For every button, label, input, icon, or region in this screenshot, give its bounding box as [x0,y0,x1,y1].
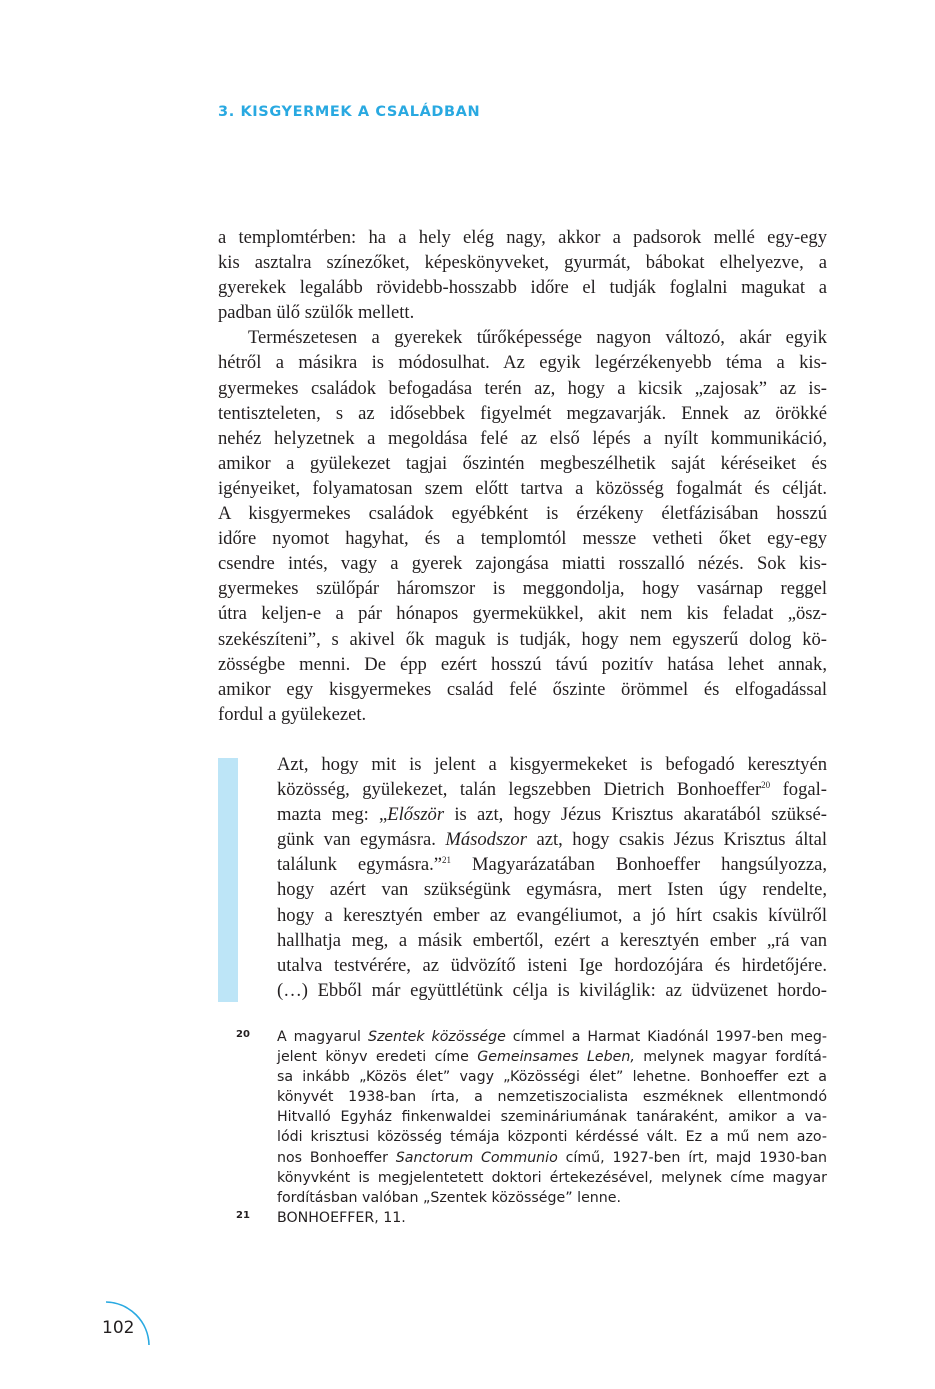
quote-line: közösség, gyülekezet, talán legszebben Dietrich Bonhoeffer$^{20}$ fogal- [277,779,827,801]
chapter-header: 3. KISGYERMEK A CSALÁDBAN [218,104,481,120]
quote-line: utalva testvérére, az üdvözítő isteni Ige hordozójára és hirdetőjére. [277,954,827,976]
text-line: fordul a gyülekezet. [218,703,367,725]
footnote-line: fordításban valóban „Szentek közössége” lenne. [277,1189,622,1206]
text-line: tentiszteleten, s az idősebbek figyelmét megzavarják. Ennek az örökké [218,402,827,424]
text-line: gyermekes családok befogadása terén az, hogy a kicsik „zajosak” az is- [218,377,827,399]
footnote-20 [236,1027,827,1208]
footnotes [236,1027,827,1228]
quote-line: (…) Ebből már együttlétünk célja is kiviláglik: az üdvüzenet hordo- [277,979,827,1001]
quote-accent-bar [218,758,238,1002]
block-quote [277,752,827,1003]
footnote-line: nos Bonhoeffer Sanctorum Communio című, 1927-ben írt, majd 1930-ban [277,1149,828,1166]
page-number: 102 [102,1318,135,1338]
emphasis: Másodszor [445,829,527,851]
footnote-ref-20[interactable]: 20 [761,780,771,791]
text-line: padban ülő szülők mellett. [218,302,415,324]
text-line: zösségbe menni. De épp ezért hosszú távú pozitív hatása lehet annak, [218,653,827,675]
text-line: nehéz helyzetnek a megoldása felé az első lépés a nyílt kommunikáció, [218,427,827,449]
quote-line: találunk egymásra.”$^{21}$ Magyarázatában Bonhoeffer hangsúlyozza, [277,854,827,876]
text-line: A kisgyermekes családok egyébként is érzékeny életfázisában hosszú [218,503,827,525]
quote-line: günk van egymásra. Másodszor azt, hogy csakis Jézus Krisztus által [277,829,827,851]
text-line: gyermekes szülőpár háromszor is meggondolja, hogy vasárnap reggel [218,578,827,600]
text-line: időre nyomot hagyhat, és a templomtól messze vetheti őket egy-egy [218,528,827,550]
body-paragraphs [218,225,827,727]
quote-line: Azt, hogy mit is jelent a kisgyermekeket is befogadó keresztyén [277,754,827,775]
footnote-line: sa inkább „Közös élet” vagy „Közösségi élet” lehetne. Bonhoeffer ezt a [277,1069,827,1086]
quote-line: hogy azért van szükségünk egymásra, mert Isten úgy rendelte, [277,879,827,901]
quote-line: mazta meg: „Először is azt, hogy Jézus Krisztus akaratából szüksé- [277,804,827,826]
footnote-line: könyvét 1938-ban írta, a nemzetiszocialista eszméknek ellentmondó [277,1089,827,1106]
quote-line: hallhatja meg, a másik embertől, ezért a keresztyén ember „rá van [277,929,827,951]
footnote-line: jelent könyv eredeti címe Gemeinsames Leben, melynek magyar fordítá- [277,1049,827,1066]
footnote-number: 20 [236,1029,250,1040]
text-line: amikor a gyülekezet tagjai őszintén megbeszélhetik saját kéréseiket és [218,452,827,474]
footnote-line: könyvként is megjelentetett doktori értekezésével, melynek címe magyar [277,1169,827,1186]
emphasis: Először [387,804,445,826]
text-line: csendre intés, vagy a gyerek zajongása miatti rosszalló nézés. Sok kis- [218,553,827,575]
text-line: a templomtérben: ha a hely elég nagy, akkor a padsorok mellé egy-egy [218,227,827,248]
footnote-line: A magyarul Szentek közössége címmel a Harmat Kiadónál 1997-ben meg- [277,1029,827,1045]
text-line: szekészíteni”, s akivel ők maguk is tudják, hogy nem egyszerű dolog kö- [218,628,827,650]
text-line: kis asztalra színezőket, képeskönyveket, gyurmát, bábokat elhelyezve, a [218,252,827,274]
text-line: amikor egy kisgyermekes család felé őszinte örömmel és elfogadással [218,678,827,700]
text-line: útra keljen-e a pár hónapos gyermekükkel, akit nem kis feladat „ösz- [218,603,827,625]
footnote-number: 21 [236,1209,250,1221]
footnote-line: BONHOEFFER, 11. [277,1209,406,1226]
footnote-line: lódi krisztusi közösség témája központi kérdéssé vált. Ez a mű nem azo- [277,1129,827,1146]
text-line: hétről a másikra is módosulhat. Az egyik legérzékenyebb téma a kis- [218,352,827,374]
text-line: Természetesen a gyerekek tűrőképessége nagyon változó, akár egyik [248,327,827,349]
text-line: gyerekek legalább rövidebb-hosszabb időre el tudják foglalni magukat a [218,277,827,299]
footnote-line: Hitvalló Egyház finkenwaldei szemináriumának tanáraként, amikor a va- [277,1109,827,1126]
quote-line: hogy a keresztyén ember az evangéliumot, a jó hírt csakis kívülről [277,904,827,926]
footnote-21 [236,1208,827,1228]
footnote-ref-21[interactable]: 21 [442,855,452,866]
text-line: igényeiket, folyamatosan szem előtt tartva a közösség fogalmát és célját. [218,477,827,499]
